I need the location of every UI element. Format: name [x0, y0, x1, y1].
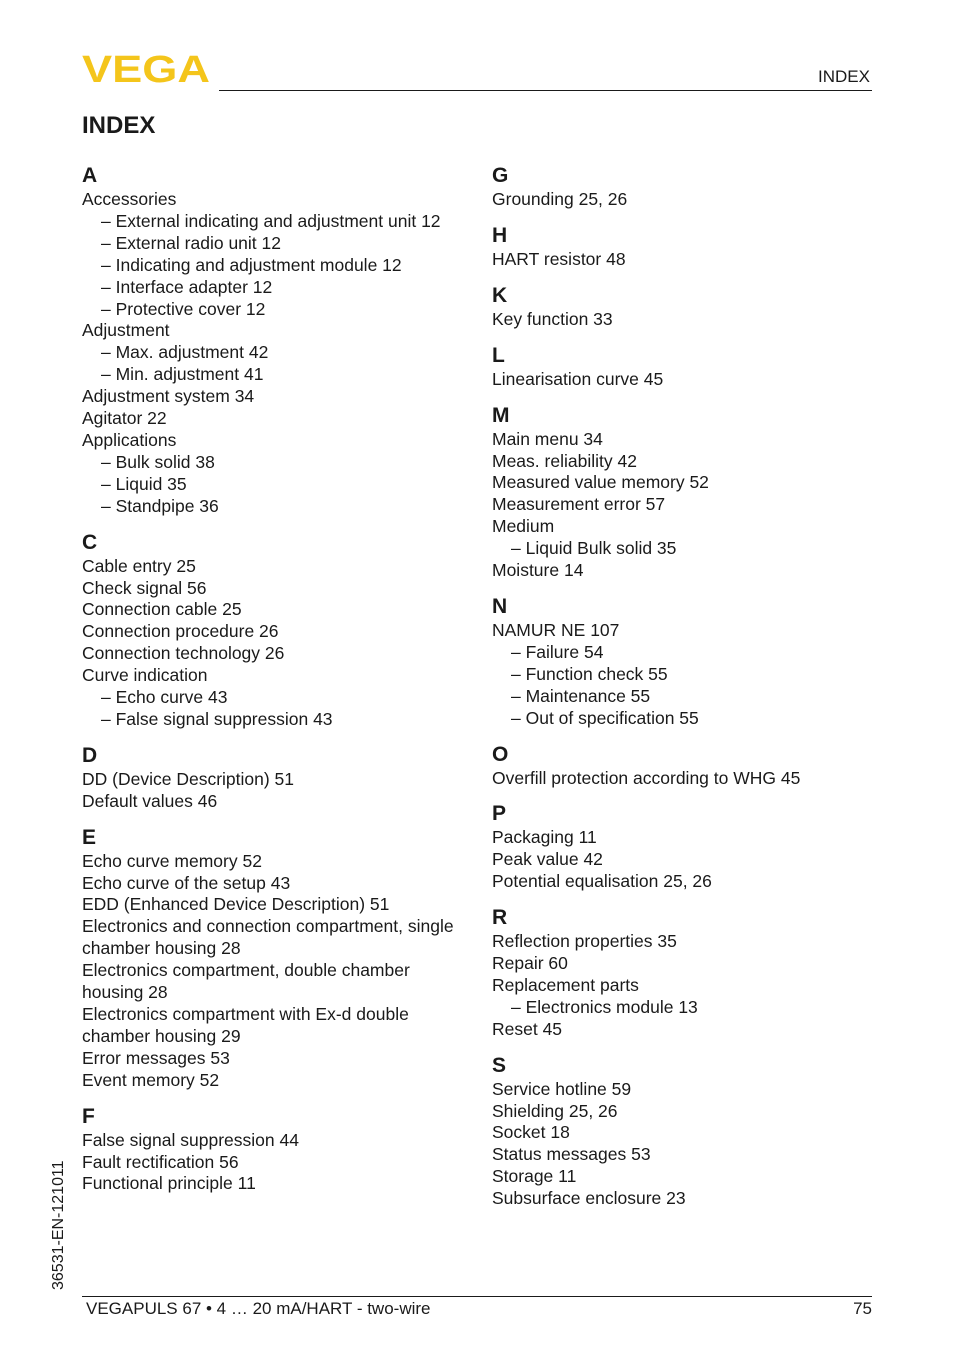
index-entry: Functional principle 11 [82, 1173, 256, 1194]
index-entry: HART resistor 48 [492, 248, 626, 269]
index-subentry [492, 538, 882, 560]
index-subentry [492, 686, 882, 708]
index-entry: Medium [492, 516, 555, 537]
index-subentry [82, 496, 472, 518]
index-subentry [82, 211, 472, 233]
index-entry: Linearisation curve 45 [492, 368, 664, 389]
index-subentry [82, 255, 472, 277]
subentry-dash: – [101, 254, 116, 275]
index-letter: A [82, 164, 98, 187]
index-subentry [492, 642, 882, 664]
index-group-c [82, 529, 472, 731]
page-title: INDEX [82, 112, 156, 139]
index-entry: Default values 46 [82, 790, 218, 811]
subentry-text: Max. adjustment 42 [115, 342, 269, 363]
index-entry: Potential equalisation 25, 26 [492, 871, 712, 892]
subentry-dash: – [511, 707, 526, 728]
index-entry: DD (Device Description) 51 [82, 768, 295, 789]
index-entry: Connection cable 25 [82, 599, 242, 620]
index-entry: Adjustment system 34 [82, 386, 255, 407]
index-group-p [492, 800, 882, 893]
index-entry: Electronics compartment with Ex-d double chamber housing 29 [82, 1004, 409, 1046]
subentry-dash: – [101, 210, 116, 231]
vega-logo [82, 52, 212, 84]
footer-rule [82, 1296, 872, 1297]
index-entry: Agitator 22 [82, 408, 167, 429]
subentry-dash: – [101, 276, 116, 297]
index-entry: Connection technology 26 [82, 643, 285, 664]
index-group-e [82, 824, 472, 1092]
subentry-dash: – [101, 298, 116, 319]
subentry-text: External radio unit 12 [115, 232, 281, 253]
index-group-a [82, 162, 472, 518]
subentry-text: Interface adapter 12 [115, 276, 273, 297]
index-letter: N [492, 594, 508, 618]
index-entry: Fault rectification 56 [82, 1151, 239, 1172]
index-entry: Moisture 14 [492, 560, 584, 581]
subentry-text: Failure 54 [525, 641, 604, 662]
index-letter: F [82, 1104, 95, 1128]
index-group-h [492, 222, 882, 271]
footer-product: VEGAPULS 67 • 4 … 20 mA/HART - two-wire [86, 1299, 431, 1318]
subentry-dash: – [101, 495, 116, 516]
index-subentry [492, 664, 882, 686]
index-letter: R [492, 906, 508, 930]
index-entry: Echo curve of the setup 43 [82, 872, 291, 893]
index-column-left [82, 162, 472, 1206]
subentry-dash: – [101, 687, 116, 708]
index-group-n [492, 593, 882, 730]
index-subentry [82, 452, 472, 474]
index-entry: EDD (Enhanced Device Description) 51 [82, 894, 390, 915]
subentry-text: Electronics module 13 [525, 996, 698, 1017]
index-letter: M [492, 403, 510, 427]
index-subentry [82, 709, 472, 731]
index-letter: H [492, 223, 508, 247]
index-subentry [492, 997, 882, 1019]
index-entry: Grounding 25, 26 [492, 189, 628, 209]
index-letter: C [82, 530, 98, 554]
index-entry: Packaging 11 [492, 827, 597, 848]
subentry-dash: – [101, 473, 116, 494]
page-number: 75 [853, 1299, 872, 1318]
subentry-text: Liquid Bulk solid 35 [525, 538, 677, 559]
index-entry: Storage 11 [492, 1166, 577, 1187]
subentry-text: Protective cover 12 [115, 298, 266, 319]
index-group-l [492, 342, 882, 391]
index-entry: Electronics and connection compartment, single chamber housing 28 [82, 916, 454, 959]
index-entry: Event memory 52 [82, 1069, 220, 1090]
index-entry: Key function 33 [492, 308, 613, 329]
index-entry: Connection procedure 26 [82, 621, 279, 642]
index-entry: Repair 60 [492, 953, 568, 974]
subentry-text: Min. adjustment 41 [115, 364, 264, 385]
subentry-dash: – [101, 451, 116, 472]
index-group-m [492, 402, 882, 582]
index-subentry [82, 233, 472, 255]
index-entry: NAMUR NE 107 [492, 619, 620, 640]
index-entry: Curve indication [82, 665, 208, 686]
index-subentry [82, 687, 472, 709]
subentry-text: Function check 55 [525, 663, 668, 684]
subentry-text: Out of specification 55 [525, 707, 699, 728]
document-code: 36531-EN-121011 [50, 1160, 67, 1290]
section-label: INDEX [818, 67, 870, 86]
index-letter: O [492, 742, 509, 766]
header-rule [219, 90, 872, 91]
index-entry: Shielding 25, 26 [492, 1100, 618, 1121]
index-group-d [82, 742, 472, 813]
subentry-dash: – [101, 364, 116, 385]
index-subentry [82, 364, 472, 386]
index-subentry [492, 708, 882, 730]
subentry-text: False signal suppression 43 [115, 708, 333, 729]
index-entry: Adjustment [82, 320, 170, 341]
index-entry: Error messages 53 [82, 1047, 230, 1068]
index-entry: Echo curve memory 52 [82, 850, 262, 871]
index-entry: Subsurface enclosure 23 [492, 1188, 686, 1209]
index-entry: Reflection properties 35 [492, 931, 677, 952]
subentry-dash: – [511, 685, 526, 706]
index-entry: Measurement error 57 [492, 494, 666, 515]
subentry-dash: – [511, 538, 526, 559]
index-letter: D [82, 743, 98, 767]
index-group-k [492, 282, 882, 331]
index-letter: K [492, 283, 508, 307]
index-group-s [492, 1052, 882, 1210]
subentry-dash: – [511, 641, 526, 662]
index-subentry [82, 342, 472, 364]
subentry-dash: – [101, 342, 116, 363]
index-entry: Check signal 56 [82, 577, 207, 598]
index-letter: L [492, 343, 505, 367]
index-entry: Measured value memory 52 [492, 472, 709, 493]
index-subentry [82, 474, 472, 496]
index-group-f [82, 1103, 472, 1196]
index-entry: Status messages 53 [492, 1144, 651, 1165]
index-entry: Meas. reliability 42 [492, 450, 637, 471]
index-group-r [492, 904, 882, 1041]
subentry-dash: – [511, 996, 526, 1017]
index-letter: S [492, 1053, 507, 1077]
index-letter: E [82, 825, 97, 849]
index-entry: Electronics compartment, double chamber housing 28 [82, 960, 410, 1003]
index-entry: Service hotline 59 [492, 1078, 632, 1099]
index-entry: Replacement parts [492, 974, 639, 995]
subentry-text: External indicating and adjustment unit 12 [115, 210, 441, 231]
subentry-text: Bulk solid 38 [115, 451, 215, 472]
index-group-g [492, 162, 882, 211]
subentry-text: Indicating and adjustment module 12 [115, 254, 402, 275]
index-letter: P [492, 802, 507, 826]
index-entry: Peak value 42 [492, 849, 603, 870]
subentry-dash: – [101, 232, 116, 253]
svg-text:VEGA: VEGA [82, 52, 210, 84]
index-entry: Main menu 34 [492, 428, 603, 449]
index-entry: Reset 45 [492, 1018, 563, 1039]
index-entry: Overfill protection according to WHG 45 [492, 767, 801, 788]
subentry-text: Liquid 35 [115, 473, 187, 494]
index-entry: Cable entry 25 [82, 555, 196, 576]
subentry-dash: – [511, 663, 526, 684]
subentry-text: Echo curve 43 [115, 687, 228, 708]
subentry-text: Maintenance 55 [525, 685, 651, 706]
index-entry: False signal suppression 44 [82, 1129, 299, 1150]
index-entry: Socket 18 [492, 1122, 570, 1143]
index-subentry [82, 299, 472, 321]
index-letter: G [492, 164, 509, 187]
index-entry: Applications [82, 429, 177, 450]
subentry-dash: – [101, 708, 116, 729]
subentry-text: Standpipe 36 [115, 495, 219, 516]
index-group-o [492, 741, 882, 790]
index-entry: Accessories [82, 189, 177, 209]
index-subentry [82, 277, 472, 299]
index-column-right [492, 162, 882, 1221]
